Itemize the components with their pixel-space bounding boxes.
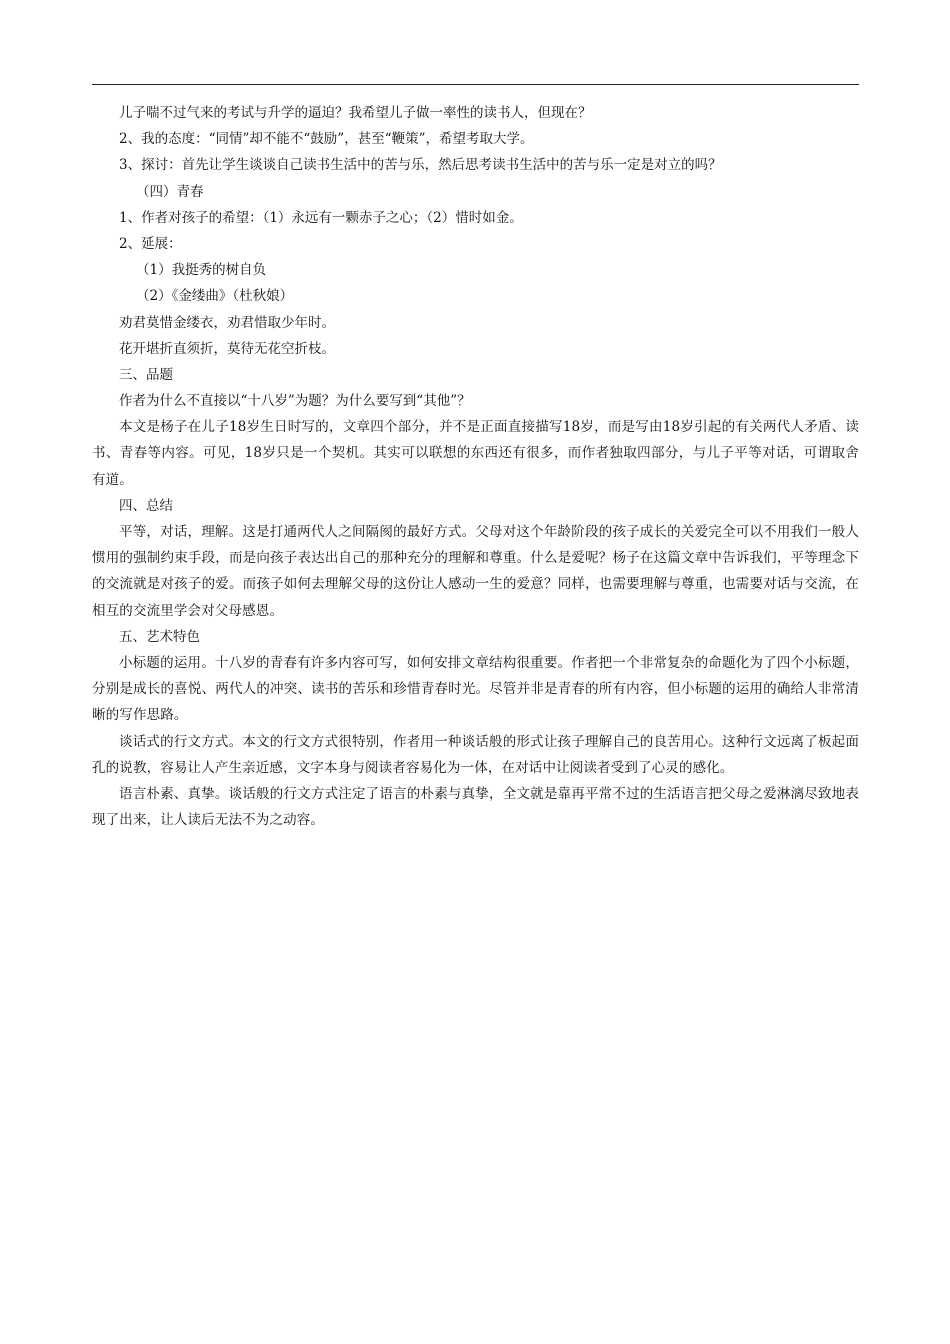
paragraph: 小标题的运用。十八岁的青春有许多内容可写，如何安排文章结构很重要。作者把一个非常复杂的命题化为了四个小标题，分别是成长的喜悦、两代人的冲突、读书的苦乐和珍惜青春时光。尽管并非是青春的所有内容，但小标题的运用的确给人非常清晰的写作思路。 [92,655,859,724]
list-item: 1、作者对孩子的希望：（1）永远有一颗赤子之心；（2）惜时如金。 [119,209,523,226]
paragraph: 谈话式的行文方式。本文的行文方式很特别，作者用一种谈话般的形式让孩子理解自己的良苦用心。这种行文远离了板起面孔的说教，容易让人产生亲近感，文字本身与阅读者容易化为一体，在对话中让阅读者受到了心灵的感化。 [92,733,859,776]
poem-line: 花开堪折直须折，莫待无花空折枝。 [119,340,335,357]
list-item: 3、探讨：首先让学生谈谈自己读书生活中的苦与乐，然后思考读书生活中的苦与乐一定是对立的吗？ [119,157,722,174]
header-rule [92,84,859,85]
paragraph: 平等，对话，理解。这是打通两代人之间隔阂的最好方式。父母对这个年龄阶段的孩子成长的关爱完全可以不用我们一般人惯用的强制约束手段，而是向孩子表达出自己的那种充分的理解和尊重。什么是爱呢？杨子在这篇文章中告诉我们，平等理念下的交流就是对孩子的爱。而孩子如何去理解父母的这份让人感动一生的爱意？同样，也需要理解与尊重，也需要对话与交流，在相互的交流里学会对父母感恩。 [92,524,859,619]
sub-list-item: （1）我挺秀的树自负 [136,262,267,279]
section-heading: 四、总结 [119,497,173,514]
question-line: 作者为什么不直接以“十八岁”为题？为什么要写到“其他”？ [119,393,471,410]
poem-line: 劝君莫惜金缕衣，劝君惜取少年时。 [119,314,335,331]
list-item: 2、我的态度：“同情”却不能不“鼓励”，甚至“鞭策”，希望考取大学。 [119,131,534,148]
section-heading: （四）青春 [136,183,204,200]
document-body [92,100,859,833]
section-heading: 五、艺术特色 [119,628,200,645]
sub-list-item: （2）《金缕曲》（杜秋娘） [136,288,294,305]
text-line: 儿子喘不过气来的考试与升学的逼迫？我希望儿子做一率性的读书人，但现在？ [119,105,592,121]
paragraph: 本文是杨子在儿子18岁生日时写的，文章四个部分，并不是正面直接描写18岁，而是写由18岁引起的有关两代人矛盾、读书、青春等内容。可见，18岁只是一个契机。其实可以联想的东西还有很多，而作者独取四部分，与儿子平等对话，可谓取舍有道。 [92,419,859,488]
section-heading: 三、品题 [119,366,173,383]
paragraph: 语言朴素、真挚。谈话般的行文方式注定了语言的朴素与真挚，全文就是靠再平常不过的生活语言把父母之爱淋漓尽致地表现了出来，让人读后无法不为之动容。 [92,786,859,829]
document-page [92,0,859,1344]
list-item: 2、延展： [119,235,182,252]
